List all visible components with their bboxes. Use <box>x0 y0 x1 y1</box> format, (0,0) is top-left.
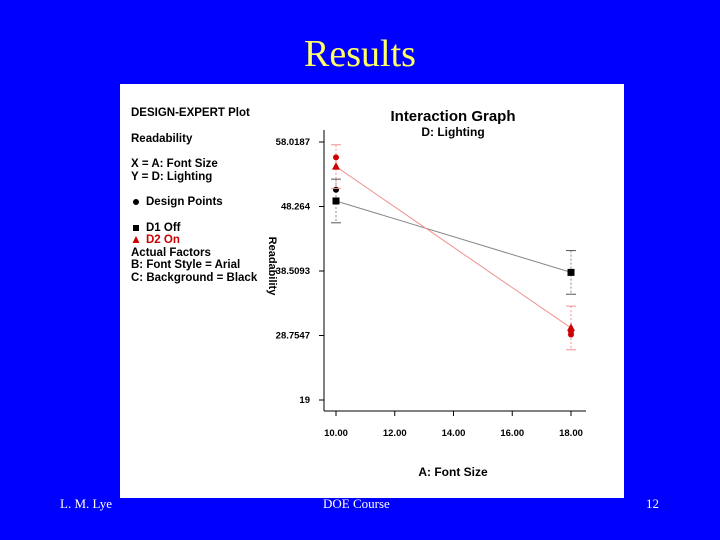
legend-d2-marker <box>133 236 140 243</box>
footer-page-number: 12 <box>646 496 659 511</box>
y-axis-label: Readability <box>266 236 278 296</box>
factor-c-label: C: Background = Black <box>131 272 258 284</box>
chart-subtitle: D: Lighting <box>421 125 485 139</box>
y-tick-label: 58.0187 <box>275 137 310 148</box>
chart-panel <box>120 84 624 498</box>
d1-design-point <box>333 198 339 204</box>
legend-d1-label: D1 Off <box>146 222 181 234</box>
d2-mean-marker <box>332 162 340 170</box>
d1-design-point <box>568 269 574 275</box>
footer-author: L. M. Lye <box>60 496 112 511</box>
legend-d1-marker <box>133 225 139 231</box>
chart-title: Interaction Graph <box>390 108 516 125</box>
response-label: Readability <box>131 133 193 145</box>
y-tick-label: 28.7547 <box>275 330 310 342</box>
d1-series-line <box>336 201 571 272</box>
y-tick-label: 38.5093 <box>275 266 310 278</box>
y-tick-label: 48.264 <box>280 201 310 213</box>
design-expert-plot-label: DESIGN-EXPERT Plot <box>131 107 250 119</box>
d2-design-point <box>333 154 339 160</box>
footer-course: DOE Course <box>323 496 390 511</box>
x-tick-label: 16.00 <box>500 428 525 439</box>
legend-d2-label: D2 On <box>146 234 180 246</box>
y-definition-label: Y = D: Lighting <box>131 171 213 183</box>
x-tick-label: 12.00 <box>382 428 407 439</box>
d2-series-line <box>336 167 571 328</box>
x-definition-label: X = A: Font Size <box>131 158 218 170</box>
actual-factors-label: Actual Factors <box>131 247 211 259</box>
interaction-graph <box>120 84 624 498</box>
design-points-marker <box>133 199 139 205</box>
slide-title: Results <box>304 33 416 75</box>
y-tick-label: 19 <box>299 395 310 406</box>
d2-design-point <box>568 332 574 338</box>
factor-b-label: B: Font Style = Arial <box>131 259 241 271</box>
x-axis-label: A: Font Size <box>418 465 488 479</box>
x-tick-label: 18.00 <box>559 428 583 439</box>
x-tick-label: 10.00 <box>324 428 348 439</box>
x-tick-label: 14.00 <box>441 428 466 439</box>
design-points-label: Design Points <box>146 196 223 208</box>
d1-design-point <box>333 187 339 193</box>
